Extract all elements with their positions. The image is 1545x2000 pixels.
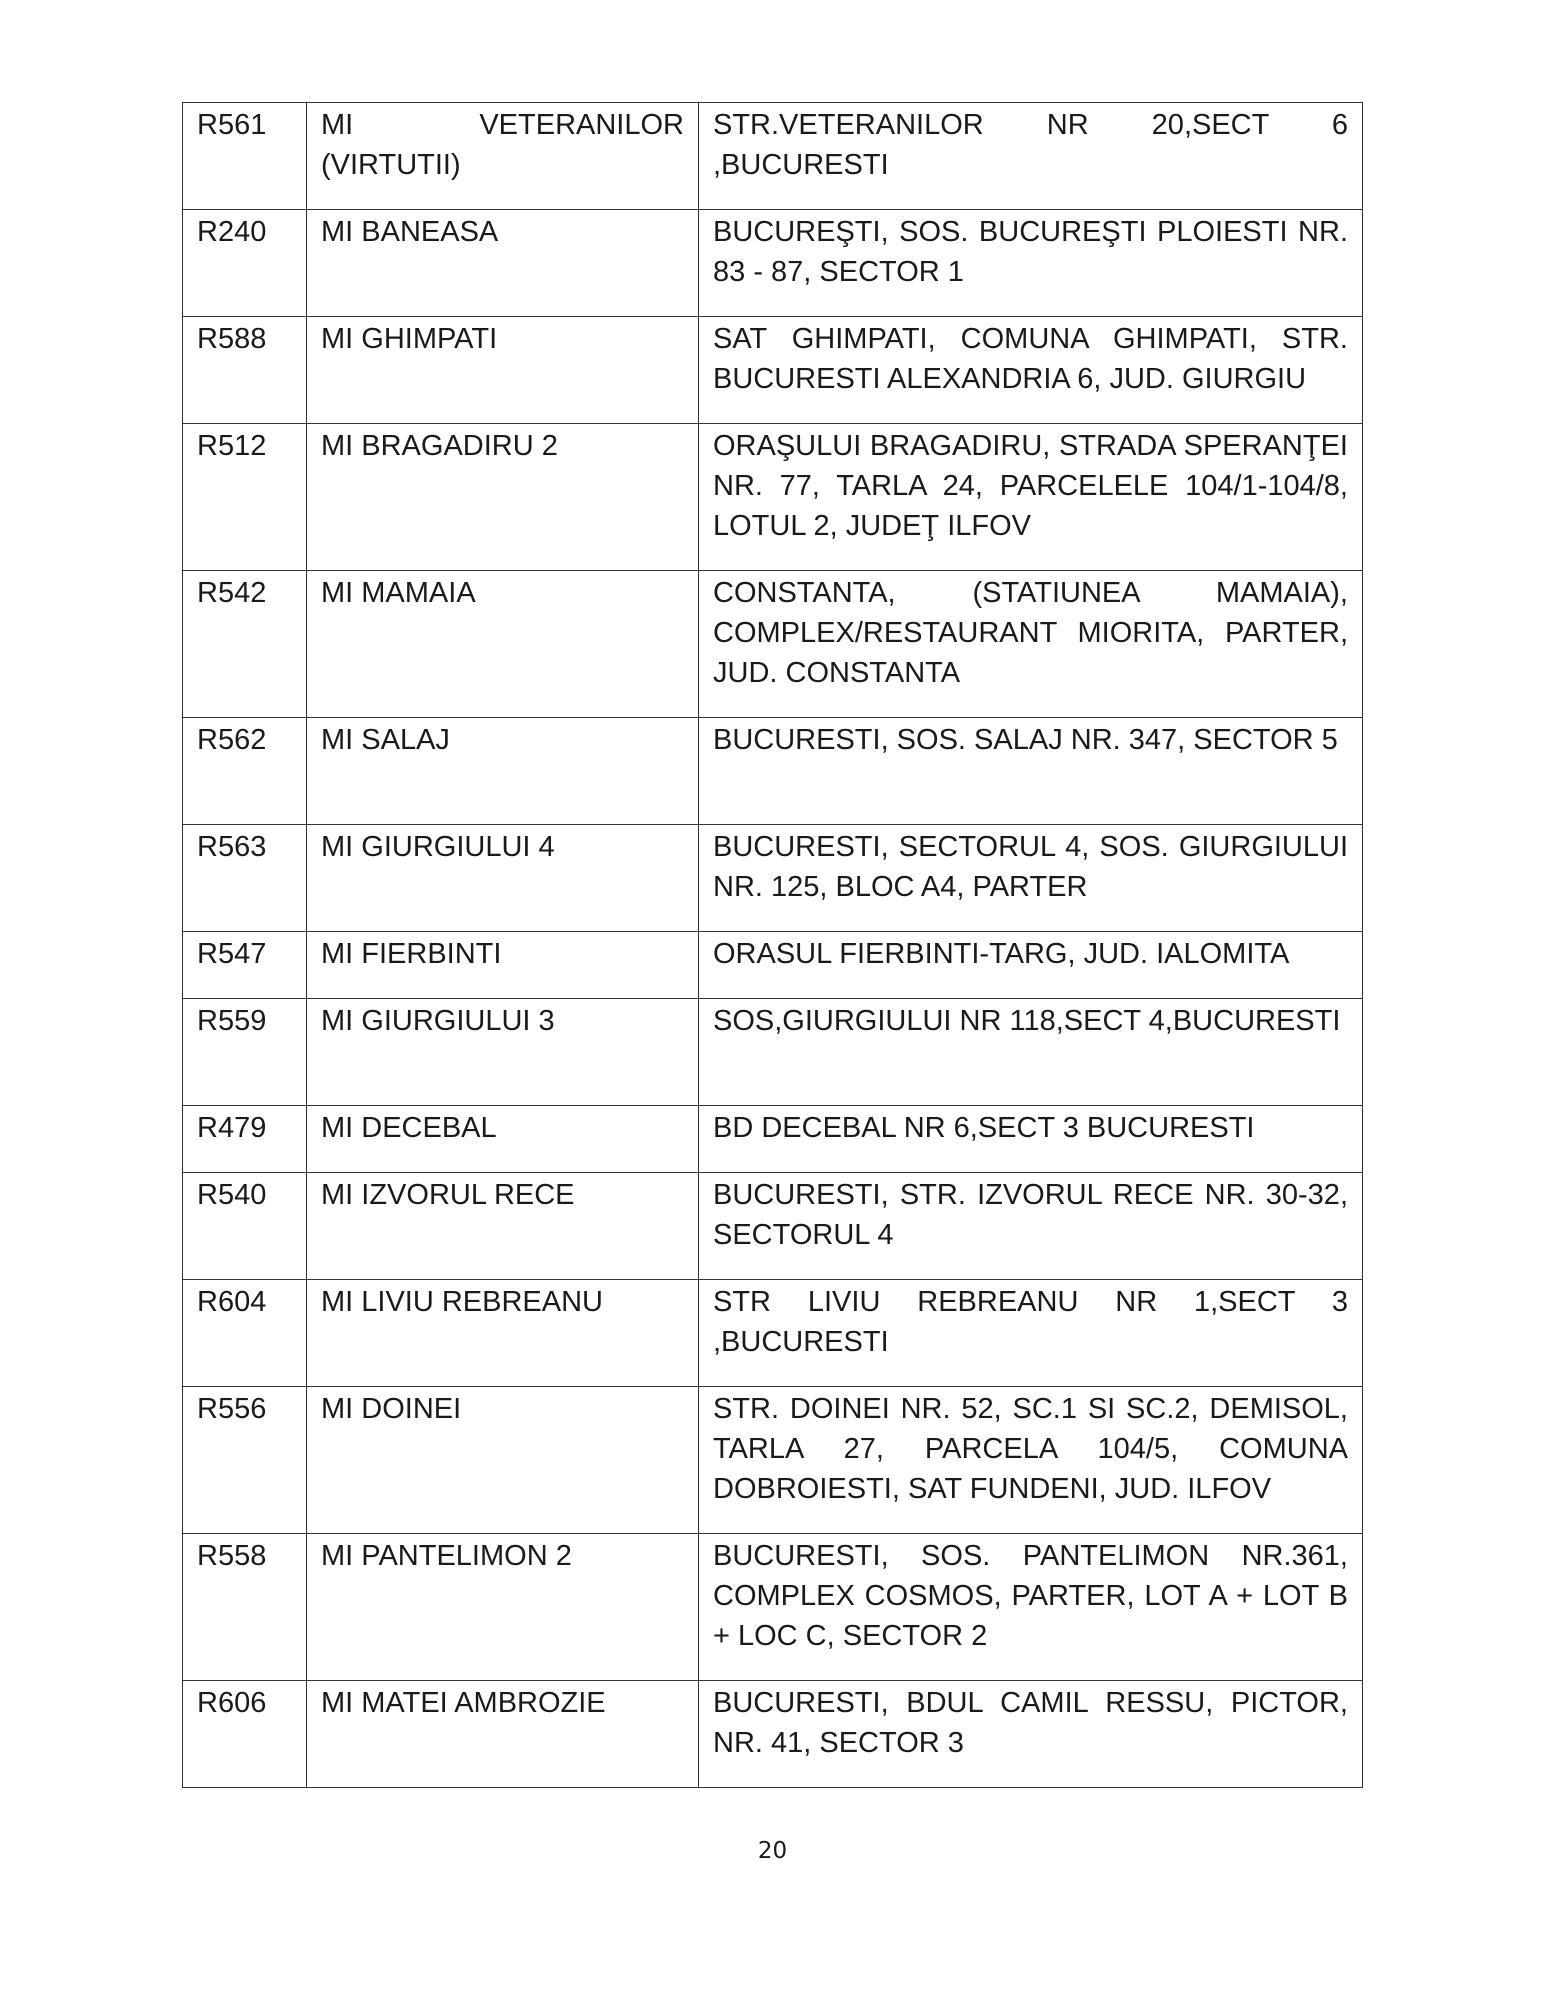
table-row: [183, 1173, 1363, 1280]
location-name: MI FIERBINTI: [307, 932, 699, 999]
location-address: STR LIVIU REBREANU NR 1,SECT 3 ,BUCURESTI: [699, 1280, 1363, 1387]
location-address: STR.VETERANILOR NR 20,SECT 6 ,BUCURESTI: [699, 103, 1363, 210]
location-code: R547: [183, 932, 307, 999]
location-code: R240: [183, 210, 307, 317]
location-address: SAT GHIMPATI, COMUNA GHIMPATI, STR. BUCURESTI ALEXANDRIA 6, JUD. GIURGIU: [699, 317, 1363, 424]
table-row: [183, 571, 1363, 718]
location-code: R479: [183, 1106, 307, 1173]
table-row: [183, 103, 1363, 210]
location-name: MI PANTELIMON 2: [307, 1534, 699, 1681]
location-name: MI BRAGADIRU 2: [307, 424, 699, 571]
location-address: BUCUREŞTI, SOS. BUCUREŞTI PLOIESTI NR. 83 - 87, SECTOR 1: [699, 210, 1363, 317]
location-code: R540: [183, 1173, 307, 1280]
location-address: BUCURESTI, STR. IZVORUL RECE NR. 30-32, SECTORUL 4: [699, 1173, 1363, 1280]
table-row: [183, 718, 1363, 825]
location-address: ORASUL FIERBINTI-TARG, JUD. IALOMITA: [699, 932, 1363, 999]
location-address: SOS,GIURGIULUI NR 118,SECT 4,BUCURESTI: [699, 999, 1363, 1106]
location-code: R563: [183, 825, 307, 932]
location-name: MI BANEASA: [307, 210, 699, 317]
location-address: ORAŞULUI BRAGADIRU, STRADA SPERANŢEI NR. 77, TARLA 24, PARCELELE 104/1-104/8, LOTUL 2, JUDEŢ ILFOV: [699, 424, 1363, 571]
location-address: BD DECEBAL NR 6,SECT 3 BUCURESTI: [699, 1106, 1363, 1173]
location-name: MI GIURGIULUI 3: [307, 999, 699, 1106]
location-address: CONSTANTA, (STATIUNEA MAMAIA), COMPLEX/RESTAURANT MIORITA, PARTER, JUD. CONSTANTA: [699, 571, 1363, 718]
location-address: BUCURESTI, SOS. SALAJ NR. 347, SECTOR 5: [699, 718, 1363, 825]
table-row: [183, 1387, 1363, 1534]
table-row: [183, 1681, 1363, 1788]
location-name: MI MATEI AMBROZIE: [307, 1681, 699, 1788]
location-code: R512: [183, 424, 307, 571]
location-name: MI VETERANILOR (VIRTUTII): [307, 103, 699, 210]
location-code: R561: [183, 103, 307, 210]
table-row: [183, 999, 1363, 1106]
location-address: BUCURESTI, SECTORUL 4, SOS. GIURGIULUI NR. 125, BLOC A4, PARTER: [699, 825, 1363, 932]
location-code: R558: [183, 1534, 307, 1681]
location-name: MI DECEBAL: [307, 1106, 699, 1173]
table-row: [183, 825, 1363, 932]
location-code: R542: [183, 571, 307, 718]
location-code: R562: [183, 718, 307, 825]
location-name: MI GIURGIULUI 4: [307, 825, 699, 932]
table-row: [183, 1280, 1363, 1387]
location-name: MI DOINEI: [307, 1387, 699, 1534]
table-row: [183, 317, 1363, 424]
location-code: R559: [183, 999, 307, 1106]
location-name: MI LIVIU REBREANU: [307, 1280, 699, 1387]
location-name: MI SALAJ: [307, 718, 699, 825]
table-row: [183, 1106, 1363, 1173]
location-address: STR. DOINEI NR. 52, SC.1 SI SC.2, DEMISOL, TARLA 27, PARCELA 104/5, COMUNA DOBROIESTI, SAT FUNDENI, JUD. ILFOV: [699, 1387, 1363, 1534]
location-code: R556: [183, 1387, 307, 1534]
page-number: 20: [757, 1838, 788, 1864]
location-code: R606: [183, 1681, 307, 1788]
table-row: [183, 932, 1363, 999]
location-address: BUCURESTI, BDUL CAMIL RESSU, PICTOR, NR. 41, SECTOR 3: [699, 1681, 1363, 1788]
location-name: MI MAMAIA: [307, 571, 699, 718]
table-row: [183, 424, 1363, 571]
location-address: BUCURESTI, SOS. PANTELIMON NR.361, COMPLEX COSMOS, PARTER, LOT A + LOT B + LOC C, SECTOR 2: [699, 1534, 1363, 1681]
location-name: MI GHIMPATI: [307, 317, 699, 424]
locations-table: [182, 102, 1363, 1788]
table-row: [183, 210, 1363, 317]
location-code: R604: [183, 1280, 307, 1387]
location-code: R588: [183, 317, 307, 424]
location-name: MI IZVORUL RECE: [307, 1173, 699, 1280]
table-row: [183, 1534, 1363, 1681]
